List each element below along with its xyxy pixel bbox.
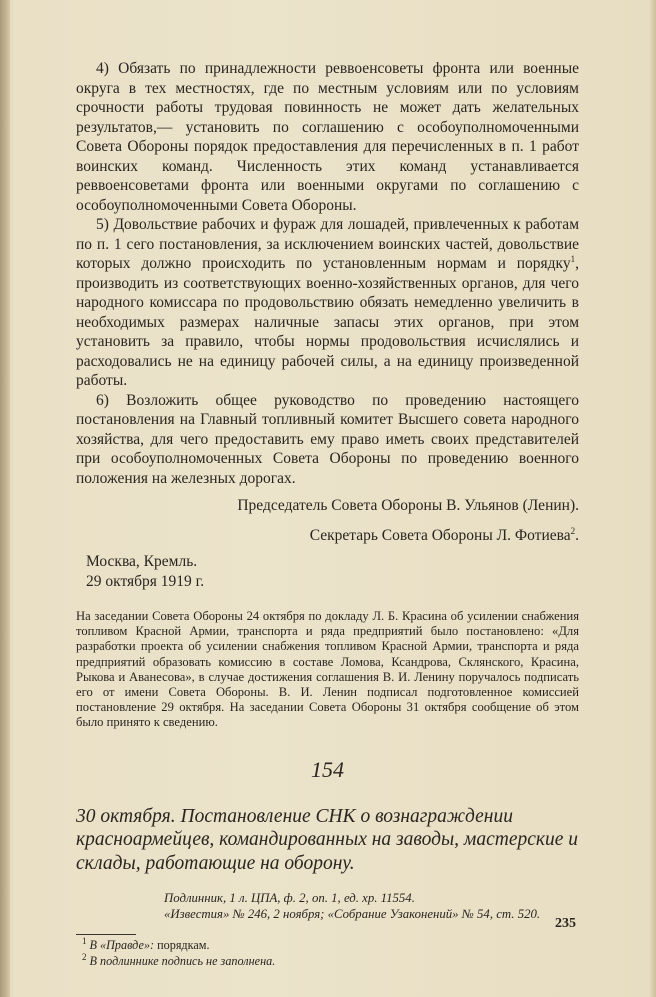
document-title: 30 октября. Постановление СНК о вознаграждении красноармейцев, командированных на заводы, мастерские и склады, работающие на оборону. <box>76 805 579 874</box>
document-number: 154 <box>311 756 344 782</box>
secretary-signature-text: Секретарь Совета Обороны Л. Фотиева <box>309 526 571 544</box>
footnote-1-mark: 1 <box>82 936 87 947</box>
footnote-ref-1: 1 <box>570 253 576 264</box>
place-and-date <box>86 552 579 591</box>
page-edge <box>650 0 656 997</box>
footnote-1 <box>82 938 579 954</box>
place-city: Москва, Кремль. <box>86 553 198 570</box>
paragraph-5 <box>76 215 579 391</box>
main-text-column <box>76 59 579 969</box>
paragraph-6: 6) Возложить общее руководство по проведению настоящего постановления на Главный топливный комитет Высшего совета народного хозяйства, для чего предоставить ему право иметь своих представителей при особоуполномоченных Совета Обороны по проведению военного положения на железных дорогах. <box>76 391 579 487</box>
document-source <box>164 891 579 922</box>
chairman-signature: Председатель Совета Обороны В. Ульянов (Ленин). <box>237 497 579 514</box>
footnote-2 <box>82 951 579 970</box>
paragraph-5-part-2: , производить из соответствующих военно-хозяйственных органов, для чего народного комиссара по продовольствию обязать немедленно увеличить в необходимых размерах наличные запасы этих органов, при этом установить за правило, чтобы нормы продовольствия исчислялись и расходовались не на единицу рабочей силы, а на единицу произведенной работы. <box>76 255 579 389</box>
page-spine <box>0 0 10 997</box>
footnote-1-prefix: В «Правде»: <box>89 938 155 953</box>
paragraph-4: 4) Обязать по принадлежности реввоенсоветы фронта или военные округа в тех местностях, где по местным условиям или по условиям срочности работы трудовая повинность не может дать желательных результатов,— установить по соглашению с особоуполномоченными Совета Обороны порядок предоставления для перечисленных в п. 1 работ воинских команд. Численность этих команд устанавливается реввоенсоветами фронта или военными округами по соглашению с особоуполномоченными Совета Обороны. <box>76 60 579 214</box>
footnote-2-text: В подлиннике подпись не заполнена. <box>89 953 276 968</box>
footnotes <box>76 938 579 969</box>
footnote-2-mark: 2 <box>82 951 87 962</box>
source-line-1: Подлинник, 1 л. ЦПА, ф. 2, оп. 1, ед. хр. 11554. <box>164 891 415 906</box>
place-date: 29 октября 1919 г. <box>86 572 205 590</box>
editorial-note <box>76 609 579 731</box>
footnote-ref-2: 2 <box>570 525 576 536</box>
editorial-note-text: На заседании Совета Обороны 24 октября по докладу Л. Б. Красина об усилении снабжения топливом Красной Армии, транспорта и ряда предприятий было постановлено: «Для разработки проекта об усилении снабжения топливом Красной Армии, транспорта и ряда предприятий образовать комиссию в составе Ломова, Ксандрова, Склянского, Красина, Рыкова и Аванесова», в случае достижения соглашения В. И. Ленину поручалось подписать его от имени Совета Обороны. В. И. Ленин подписал подготовленное комиссией постановление 29 октября. На заседании Совета Обороны 31 октября сообщение об этом было принято к сведению. <box>76 609 579 730</box>
secretary-signature: Секретарь Совета Обороны Л. Фотиева$^2$. <box>309 525 579 544</box>
paragraph-5-part-1: 5) Довольствие рабочих и фураж для лошадей, привлеченных к работам по п. 1 сего постановления, за исключением воинских частей, довольствие которых должно происходить по установленным нормам и порядку <box>76 216 579 272</box>
footnote-rule <box>76 934 136 935</box>
footnote-1-text: порядкам. <box>154 938 210 953</box>
source-line-2: «Известия» № 246, 2 ноября; «Собрание Узаконений» № 54, ст. 520. <box>164 906 541 921</box>
page-number: 235 <box>555 916 576 931</box>
